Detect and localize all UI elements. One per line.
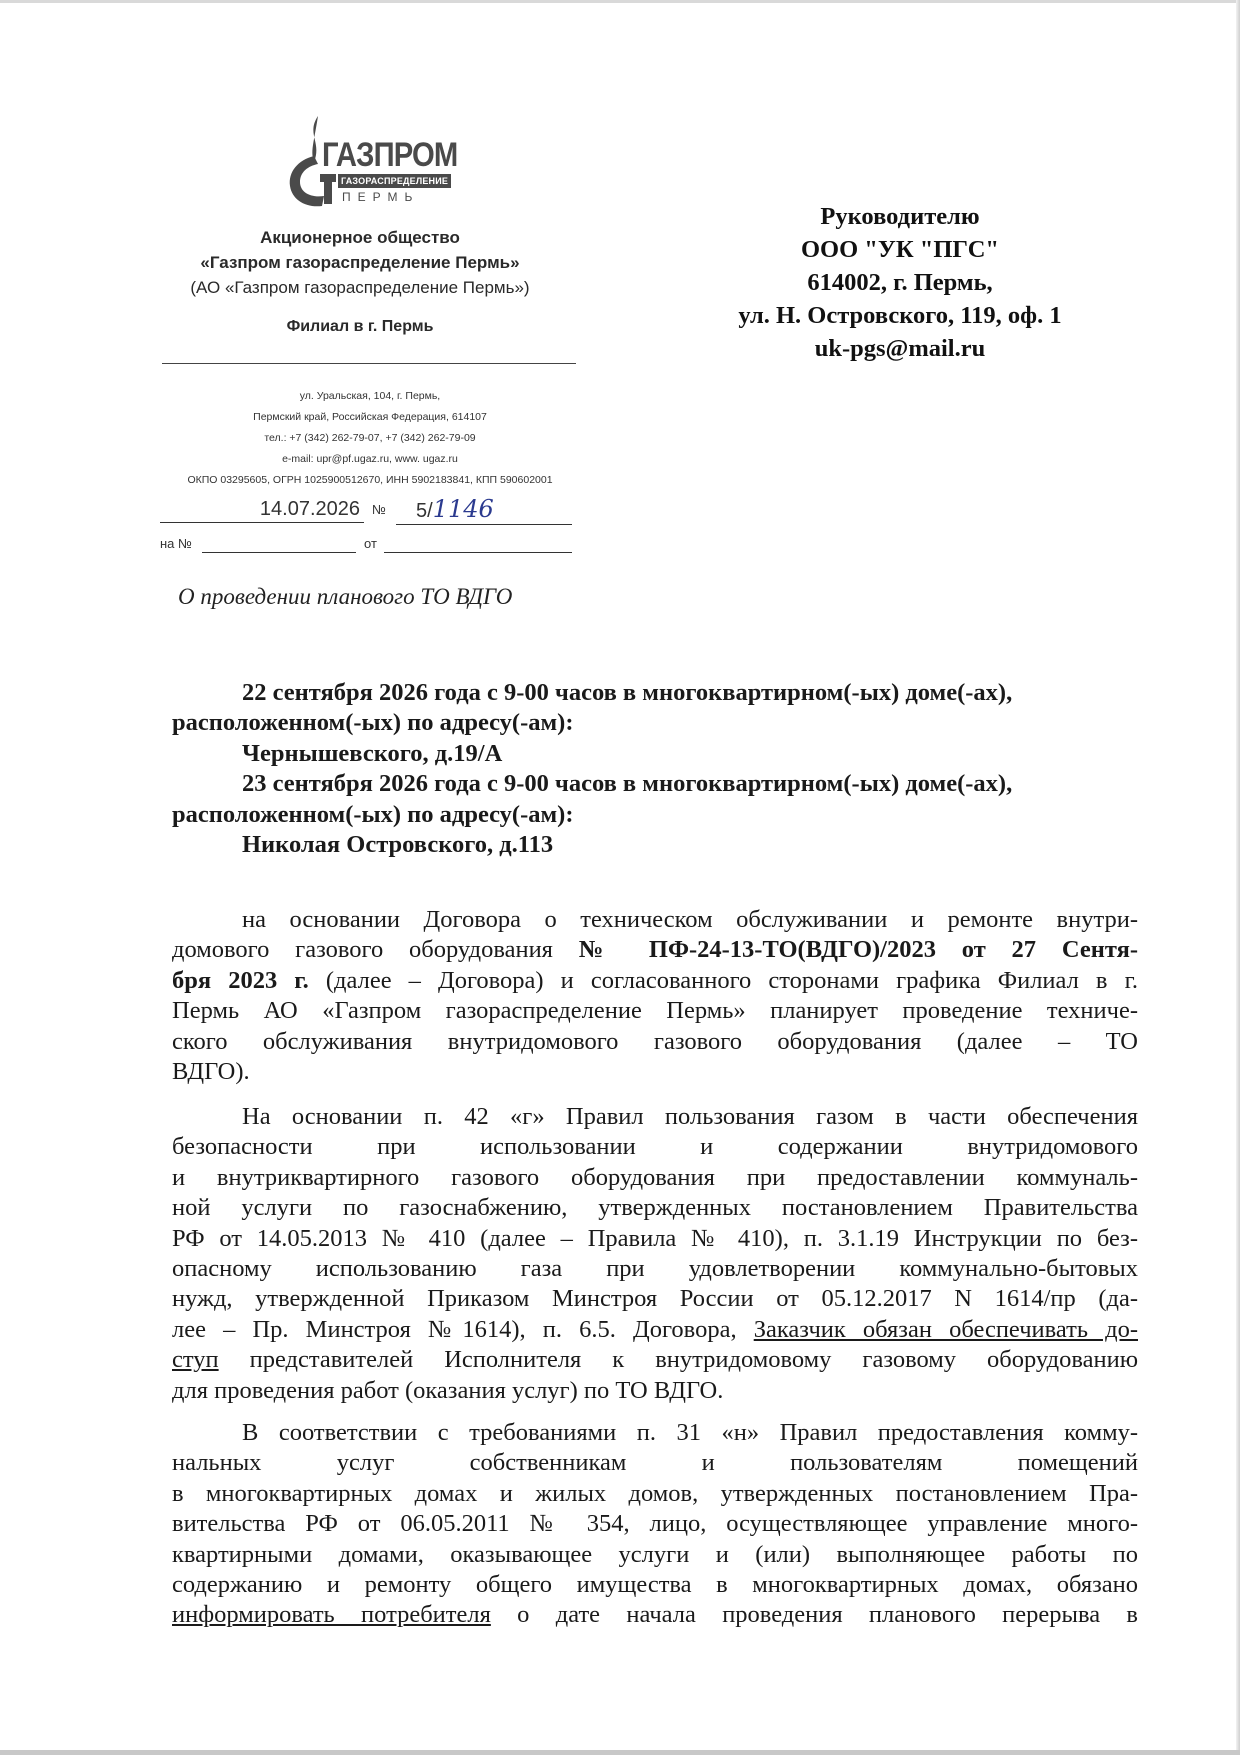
text-line: Пермь АО «Газпром газораспределение Пермь» планирует проведение техниче- [172, 997, 1138, 1025]
text-line: на основании Договора о техническом обслуживании и ремонте внутри- [242, 906, 1138, 933]
outgoing-number-prefix: 5/ [416, 500, 433, 522]
text-segment: (далее – Договора) и согласованного сторонами графика Филиал в г. [308, 966, 1138, 994]
contact-email: e-mail: upr@pf.ugaz.ru, www. ugaz.ru [282, 453, 458, 465]
addressee-company: ООО "УК "ПГС" [801, 236, 999, 263]
contact-street: ул. Уральская, 104, г. Пермь, [299, 390, 441, 402]
reference-date-label: от [364, 536, 377, 551]
schedule-address: Николая Островского, д.113 [242, 831, 554, 859]
logo-subtitle: ГАЗОРАСПРЕДЕЛЕНИЕ [338, 174, 451, 188]
text-line: На основании п. 42 «г» Правил пользования газом в части обеспечения [242, 1103, 1138, 1130]
text-line: ского обслуживания внутридомового газового оборудования (далее – ТО [172, 1027, 1138, 1055]
underlined-obligation: Заказчик обязан обеспечивать до- [753, 1315, 1138, 1343]
contract-number: № ПФ-24-13-ТО(ВДГО)/2023 от 27 Сентя- [578, 936, 1138, 964]
schedule-date-line: 23 сентября 2026 года с 9-00 часов в многоквартирном(-ых) доме(-ах), [242, 770, 1013, 798]
text-line: нальных услуг собственникам и пользователям помещений [172, 1449, 1138, 1477]
branch-name: Филиал в г. Пермь [286, 318, 434, 335]
letterhead-divider [162, 363, 576, 364]
text-line: нужд, утвержденной Приказом Минстроя России от 05.12.2017 N 1614/пр (да- [172, 1285, 1138, 1313]
logo-city: ПЕРМЬ [342, 190, 420, 204]
scan-edge-top [0, 0, 1240, 3]
reference-date-blank [384, 552, 572, 553]
underlined-obligation: ступ [172, 1346, 219, 1374]
contact-registry-codes: ОКПО 03295605, ОГРН 1025900512670, ИНН 5902183841, КПП 590602001 [187, 474, 553, 486]
company-logo [284, 112, 458, 212]
text-line: квартирными домами, оказывающее услуги и (или) выполняющее работы по [172, 1540, 1138, 1568]
addressee-email: uk-pgs@mail.ru [814, 335, 986, 362]
addressee-block [680, 200, 1120, 365]
addressee-position: Руководителю [820, 203, 980, 230]
text-line: ной услуги по газоснабжению, утвержденных постановлением Правительства [172, 1194, 1138, 1222]
text-line: В соответствии с требованиями п. 31 «н» Правил предоставления комму- [242, 1419, 1138, 1446]
outgoing-number [396, 496, 572, 525]
outgoing-date: 14.07.2026 [160, 496, 364, 523]
text-segment: лее – Пр. Минстроя №1614), п. 6.5. Договора, [172, 1315, 754, 1343]
org-type: Акционерное общество [260, 228, 460, 247]
addressee-street: ул. Н. Островского, 119, оф. 1 [738, 302, 1062, 329]
text-line: в многоквартирных домах и жилых домов, утвержденных постановлением Пра- [172, 1479, 1138, 1507]
text-line [172, 966, 1138, 996]
letter-subject: О проведении планового ТО ВДГО [178, 584, 513, 609]
paragraph-contract-basis [172, 905, 1138, 1087]
schedule-address: Чернышевского, д.19/А [242, 739, 503, 767]
text-line: опасному использованию газа при удовлетворении коммунально-бытовых [172, 1255, 1138, 1283]
schedule-location-line: расположенном(-ых) по адресу(-ам): [172, 800, 574, 828]
reference-number-blank [202, 552, 356, 553]
text-line: РФ от 14.05.2013 № 410 (далее – Правила № 410), п. 3.1.19 Инструкции по без- [172, 1224, 1138, 1252]
text-line: безопасности при использовании и содержании внутридомового [172, 1133, 1138, 1161]
schedule-date-line: 22 сентября 2026 года с 9-00 часов в многоквартирном(-ых) доме(-ах), [242, 679, 1013, 706]
contract-date: бря 2023 г. [172, 966, 309, 994]
org-short-name: (АО «Газпром газораспределение Пермь») [190, 278, 530, 297]
paragraph-manager-obligation [172, 1418, 1138, 1631]
text-segment: о дате начала проведения планового перерыва в [490, 1601, 1138, 1629]
org-name: «Газпром газораспределение Пермь» [200, 253, 520, 272]
text-line [172, 1315, 1138, 1345]
addressee-city: 614002, г. Пермь, [807, 269, 993, 296]
reference-number-label: на № [160, 536, 192, 551]
maintenance-schedule [172, 678, 1138, 860]
text-line: ВДГО). [172, 1058, 250, 1086]
scan-edge-right [1236, 0, 1240, 1755]
schedule-location-line: расположенном(-ых) по адресу(-ам): [172, 709, 574, 737]
text-segment: представителей Исполнителя к внутридомовому газовому оборудованию [218, 1346, 1138, 1374]
text-line: вительства РФ от 06.05.2011 № 354, лицо, осуществляющее управление много- [172, 1510, 1138, 1538]
handwritten-number: 1146 [432, 495, 494, 523]
text-line [172, 1345, 1138, 1375]
text-line [172, 935, 1138, 965]
text-line [172, 1600, 1138, 1630]
text-line: и внутриквартирного газового оборудования при предоставлении коммуналь- [172, 1163, 1138, 1191]
outgoing-number-label: № [372, 502, 386, 517]
logo-wordmark: ГАЗПРОМ [322, 136, 458, 174]
text-line: для проведения работ (оказания услуг) по ТО ВДГО. [172, 1376, 724, 1404]
contact-region: Пермский край, Российская Федерация, 614107 [253, 411, 487, 423]
text-segment: домового газового оборудования [172, 936, 579, 964]
contact-phones: тел.: +7 (342) 262-79-07, +7 (342) 262-79-09 [264, 432, 476, 444]
text-line: содержанию и ремонту общего имущества в многоквартирных домах, обязано [172, 1571, 1138, 1599]
underlined-obligation: информировать потребителя [172, 1601, 491, 1629]
scan-edge-bottom [0, 1750, 1240, 1755]
paragraph-legal-basis [172, 1102, 1138, 1406]
